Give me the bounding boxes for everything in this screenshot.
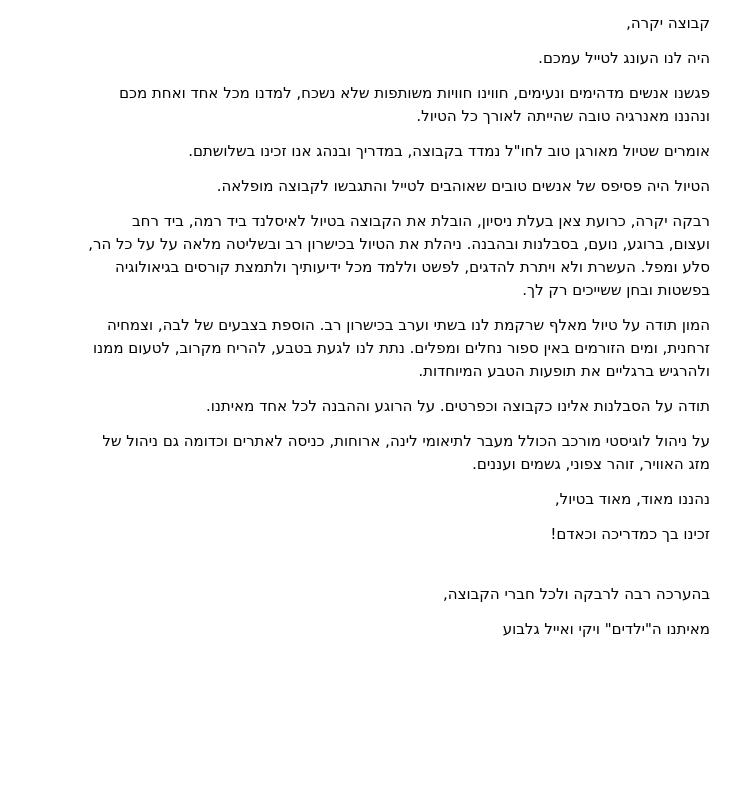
letter-paragraph-1: היה לנו העונג לטייל עמכם. xyxy=(538,49,710,67)
letter-paragraph-10: זכינו בך כמדריכה וכאדם! xyxy=(550,525,710,543)
letter-paragraph-2: פגשנו אנשים מדהימים ונעימים, חווינו חוויות משותפות שלא נשכח, למדנו מכל אחד ואחת מכם ונהננו מאנרגיה טובה שהייתה לאורך כל הטיול. xyxy=(119,84,710,125)
letter-signature: מאיתנו ה"ילדים" ויקי ואייל גלבוע xyxy=(502,620,710,638)
letter-spacer xyxy=(88,558,710,583)
letter-greeting: קבוצה יקרה, xyxy=(626,14,710,32)
letter-paragraph-5: רבקה יקרה, כרועת צאן בעלת ניסיון, הובלת את הקבוצה בטיול לאיסלנד ביד רמה, ביד רחב ועצום, ברוגע, נועם, בסבלנות ובהבנה. ניהלת את הטיול בכישרון רב ובשליטה מלאה על על כל הר, סלע ומפל. העשרת ולא ויתרת להדגים, לפשט וללמד מכל ידיעותיך ולתמצת קורסים בגיאולוגיה בפשטות ובחן ששייכים רק לך. xyxy=(88,212,710,299)
letter-paragraph-4: הטיול היה פסיפס של אנשים טובים שאוהבים לטייל והתגבשו לקבוצה מופלאה. xyxy=(216,177,710,195)
letter-closing: בהערכה רבה לרבקה ולכל חברי הקבוצה, xyxy=(443,585,710,603)
letter-paragraph-8: על ניהול לוגיסטי מורכב הכולל מעבר לתיאומי לינה, ארוחות, כניסה לאתרים וכדומה גם ניהול של מזג האוויר, זוהר צפוני, גשמים ועננים. xyxy=(102,432,710,473)
letter-paragraph-3: אומרים שטיול מאורגן טוב לחו"ל נמדד בקבוצה, במדריך ובנהג אנו זכינו בשלושתם. xyxy=(188,142,710,160)
letter-paragraph-6: המון תודה על טיול מאלף שרקמת לנו בשתי וערב בכישרון רב. הוספת בצבעים של לבה, וצמחיה זרחנית, ומים הזורמים באין ספור נחלים ומפלים. נתת לנו לגעת בטבע, להריח מקרוב, לטעום ממנו ולהרגיש ברגליים את תופעות הטבע המיוחדות. xyxy=(93,316,710,380)
letter-paragraph-7: תודה על הסבלנות אלינו כקבוצה וכפרטים. על הרוגע וההבנה לכל אחד מאיתנו. xyxy=(206,397,710,415)
letter-paragraph-9: נהננו מאוד, מאוד בטיול, xyxy=(554,490,710,508)
